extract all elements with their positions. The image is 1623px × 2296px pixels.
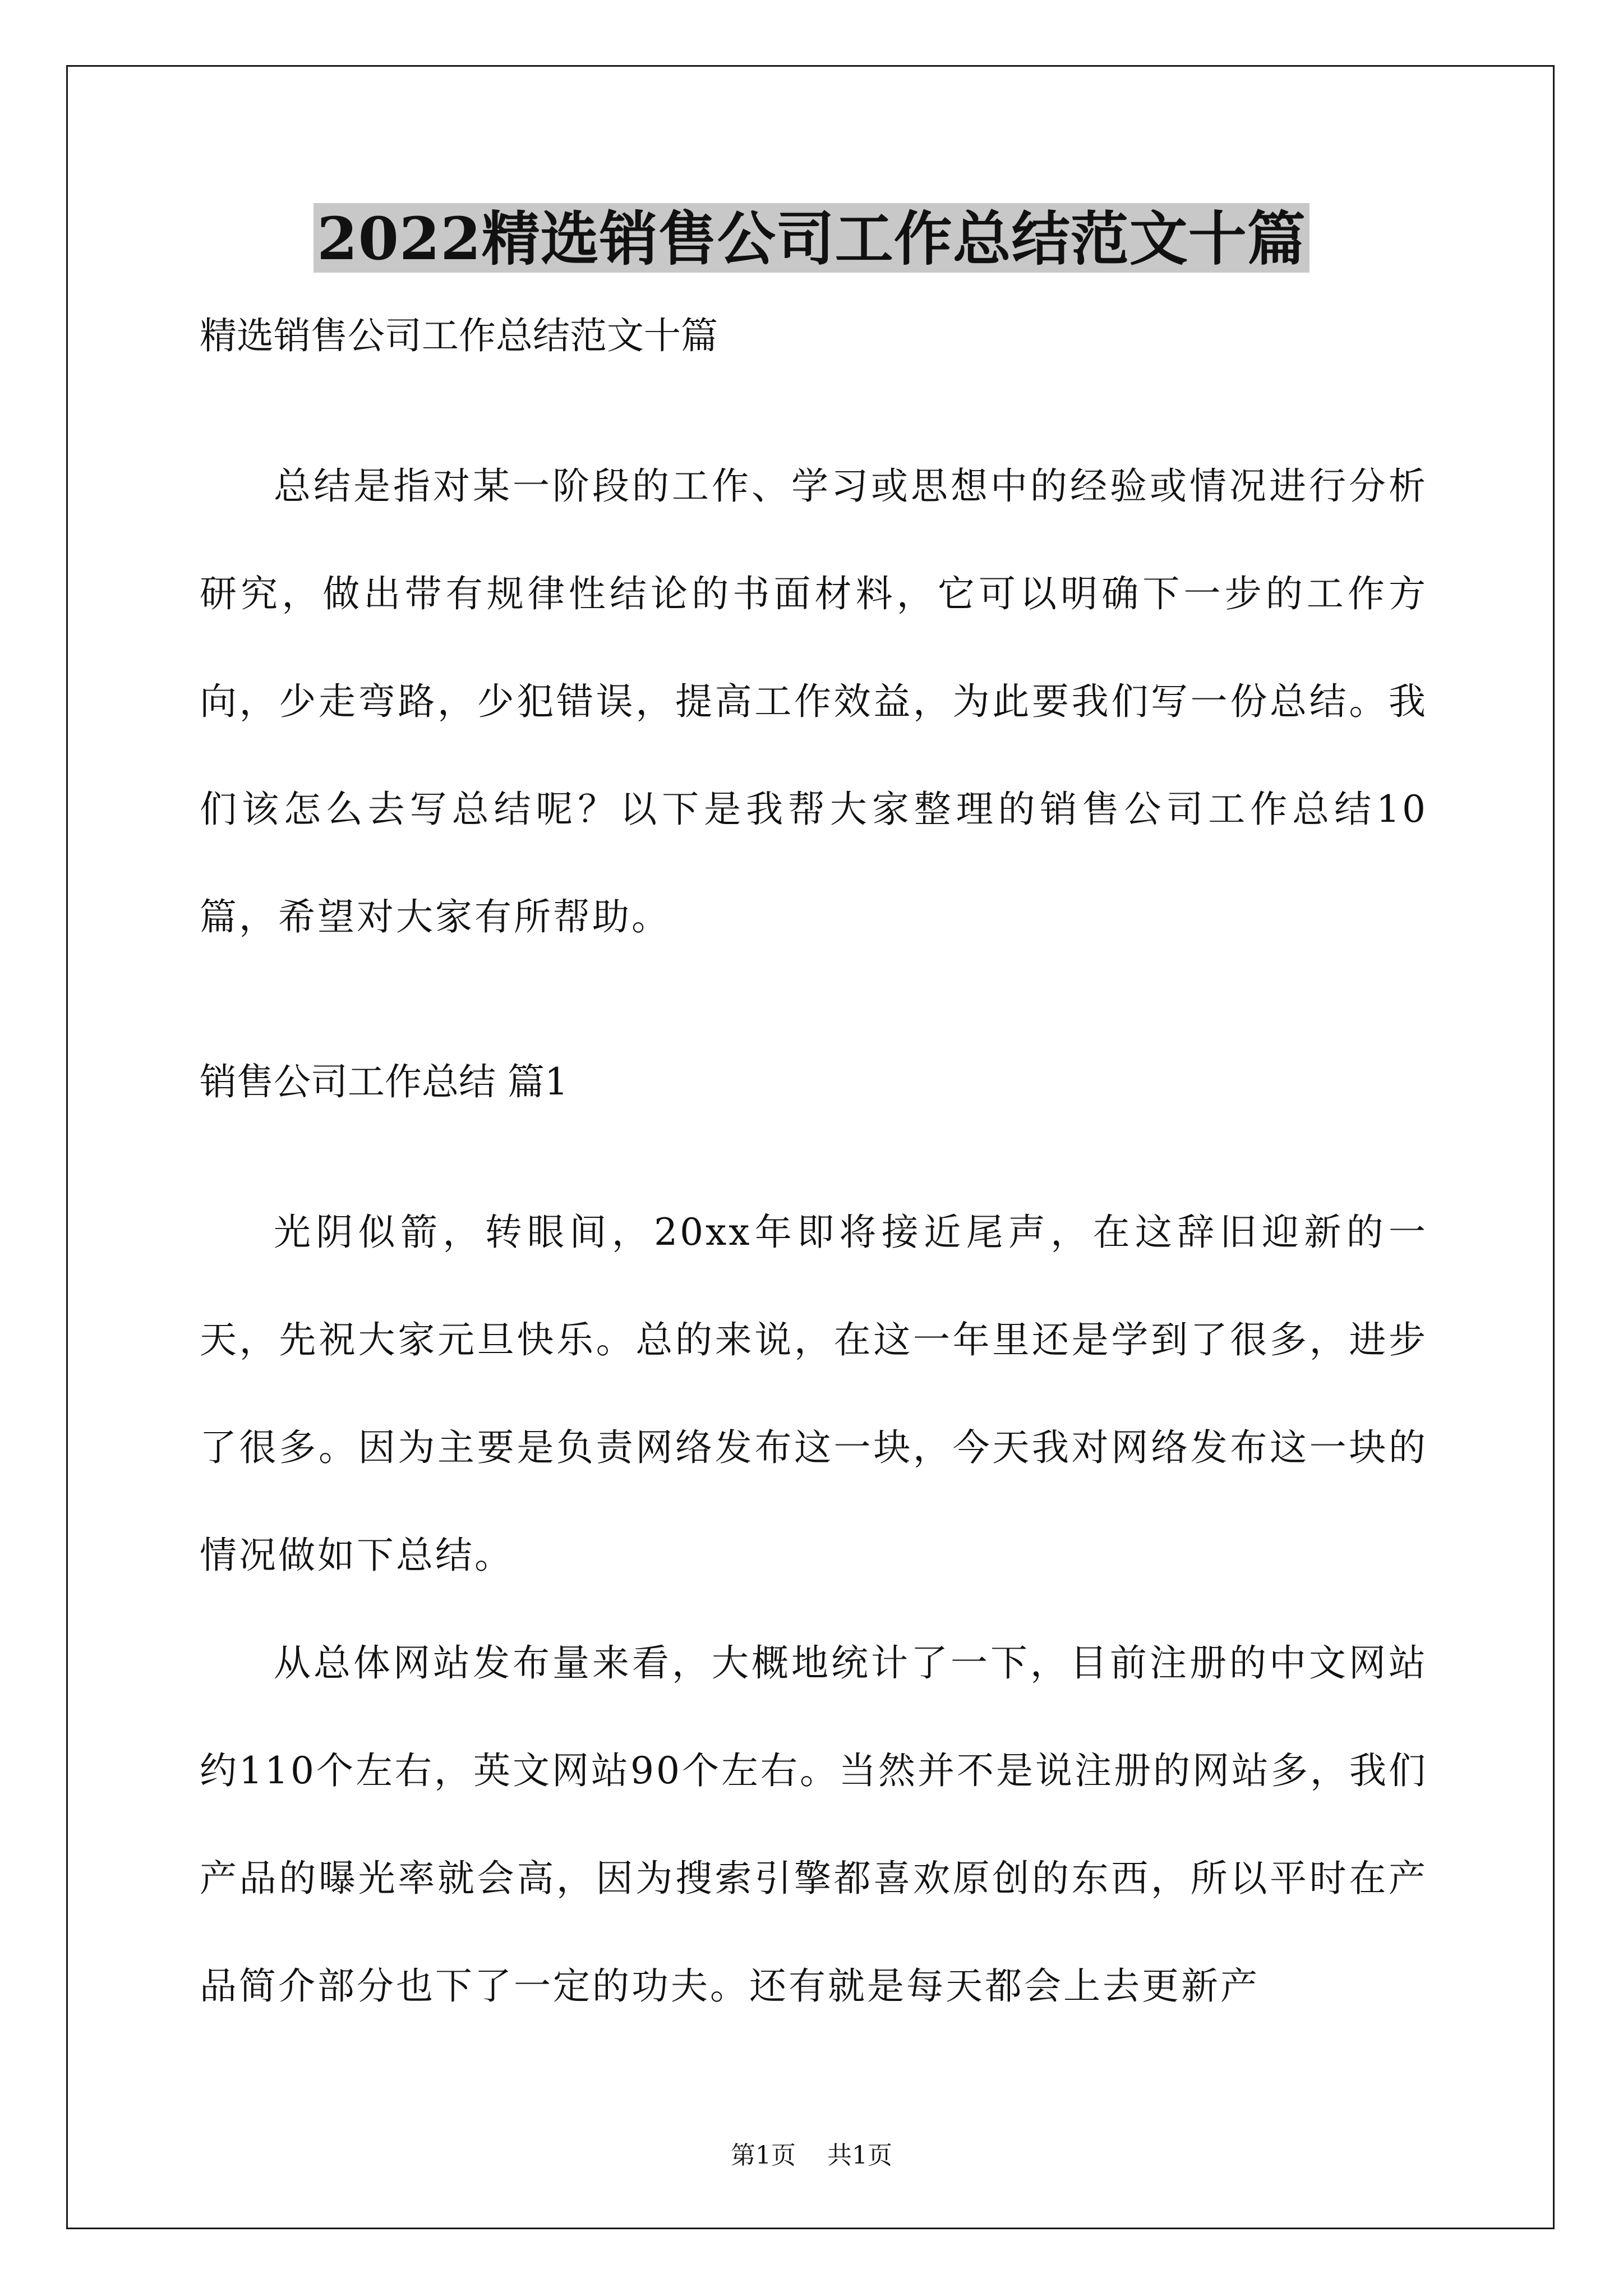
section-heading: 销售公司工作总结 篇1 bbox=[200, 1060, 568, 1103]
page-number-total: 共1页 bbox=[827, 2141, 892, 2170]
body-paragraph: 从总体网站发布量来看，大概地统计了一下，目前注册的中文网站约110个左右，英文网站90个左右。当然并不是说注册的网站多，我们产品的曝光率就会高，因为搜索引擎都喜欢原创的东西，所以平时在产品简介部分也下了一定的功夫。还有就是每天都会上去更新产 bbox=[200, 1641, 1428, 2008]
document-title-text: 2022精选销售公司工作总结范文十篇 bbox=[313, 203, 1309, 273]
document-title bbox=[0, 203, 1623, 273]
document-subtitle: 精选销售公司工作总结范文十篇 bbox=[200, 314, 718, 357]
body-paragraph: 光阴似箭，转眼间，20xx年即将接近尾声，在这辞旧迎新的一天，先祝大家元旦快乐。总的来说，在这一年里还是学到了很多，进步了很多。因为主要是负责网络发布这一块，今天我对网络发布这一块的情况做如下总结。 bbox=[200, 1211, 1428, 1577]
page-footer bbox=[0, 2135, 1623, 2171]
intro-paragraph: 总结是指对某一阶段的工作、学习或思想中的经验或情况进行分析研究，做出带有规律性结论的书面材料，它可以明确下一步的工作方向，少走弯路，少犯错误，提高工作效益，为此要我们写一份总结。我们该怎么去写总结呢？以下是我帮大家整理的销售公司工作总结10篇，希望对大家有所帮助。 bbox=[200, 464, 1428, 938]
page-number-current: 第1页 bbox=[731, 2141, 796, 2170]
